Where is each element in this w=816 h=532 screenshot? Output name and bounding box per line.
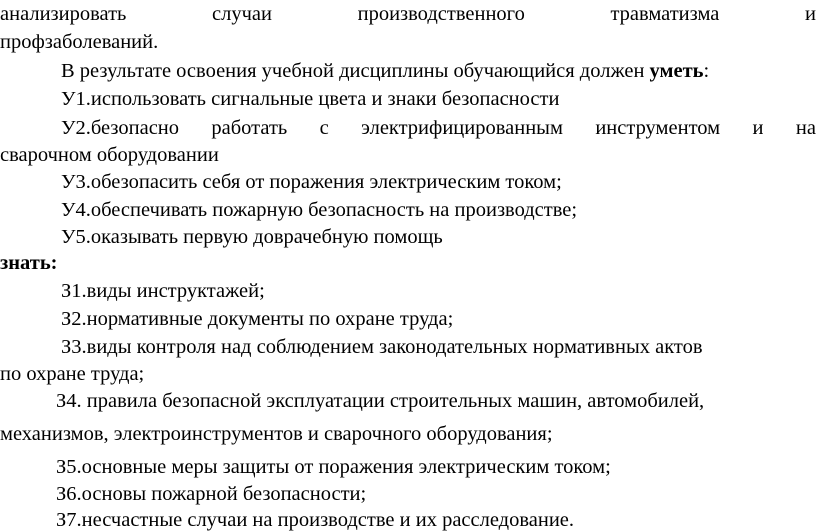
intro-word: травматизма [610, 3, 720, 25]
intro-word: производственного [357, 3, 525, 25]
skill-u2-word: электрифицированным [361, 117, 563, 139]
knowledge-z4-line-1: З4. правила безопасной эксплуатации строительных машин, автомобилей, [56, 390, 705, 412]
intro-line-2: профзаболеваний. [0, 31, 159, 53]
skill-u1: У1.использовать сигнальные цвета и знаки безопасности [61, 88, 560, 110]
skill-u2-line-1 [61, 116, 816, 140]
skill-u2-word: У2.безопасно [61, 117, 180, 139]
skill-u5: У5.оказывать первую доврачебную помощь [61, 226, 443, 248]
skill-u2-word: работать [211, 117, 288, 139]
skill-u2-word: на [795, 117, 816, 139]
result-colon: : [703, 60, 710, 82]
result-statement [61, 59, 709, 83]
intro-word: и [805, 3, 816, 25]
skill-u2-word: с [319, 117, 329, 139]
knowledge-z5: З5.основные меры защиты от поражения электрическим током; [56, 456, 611, 478]
skill-u4: У4.обеспечивать пожарную безопасность на производстве; [61, 199, 578, 221]
intro-line-1 [0, 2, 816, 26]
skill-u2-word: инструментом [595, 117, 721, 139]
result-bold-word: уметь [649, 60, 704, 82]
knowledge-z2: З2.нормативные документы по охране труда; [61, 308, 454, 330]
knowledge-z3-line-1: З3.виды контроля над соблюдением законодательных нормативных актов [61, 336, 703, 358]
intro-word: анализировать [0, 3, 127, 25]
knowledge-z6: З6.основы пожарной безопасности; [56, 483, 367, 505]
knowledge-z1: З1.виды инструктажей; [61, 280, 265, 302]
skill-u3: У3.обезопасить себя от поражения электрическим током; [61, 171, 562, 193]
know-heading-text: знать: [0, 252, 58, 274]
skill-u2-line-2: сварочном оборудовании [0, 144, 219, 166]
knowledge-z4-line-2: механизмов, электроинструментов и сварочного оборудования; [0, 423, 553, 445]
skill-u2-word: и [752, 117, 764, 139]
know-heading [0, 251, 58, 275]
knowledge-z7: З7.несчастные случаи на производстве и их расследование. [56, 509, 575, 531]
result-text: В результате освоения учебной дисциплины обучающийся должен [61, 60, 650, 82]
knowledge-z3-line-2: по охране труда; [0, 363, 145, 385]
intro-word: случаи [212, 3, 272, 25]
